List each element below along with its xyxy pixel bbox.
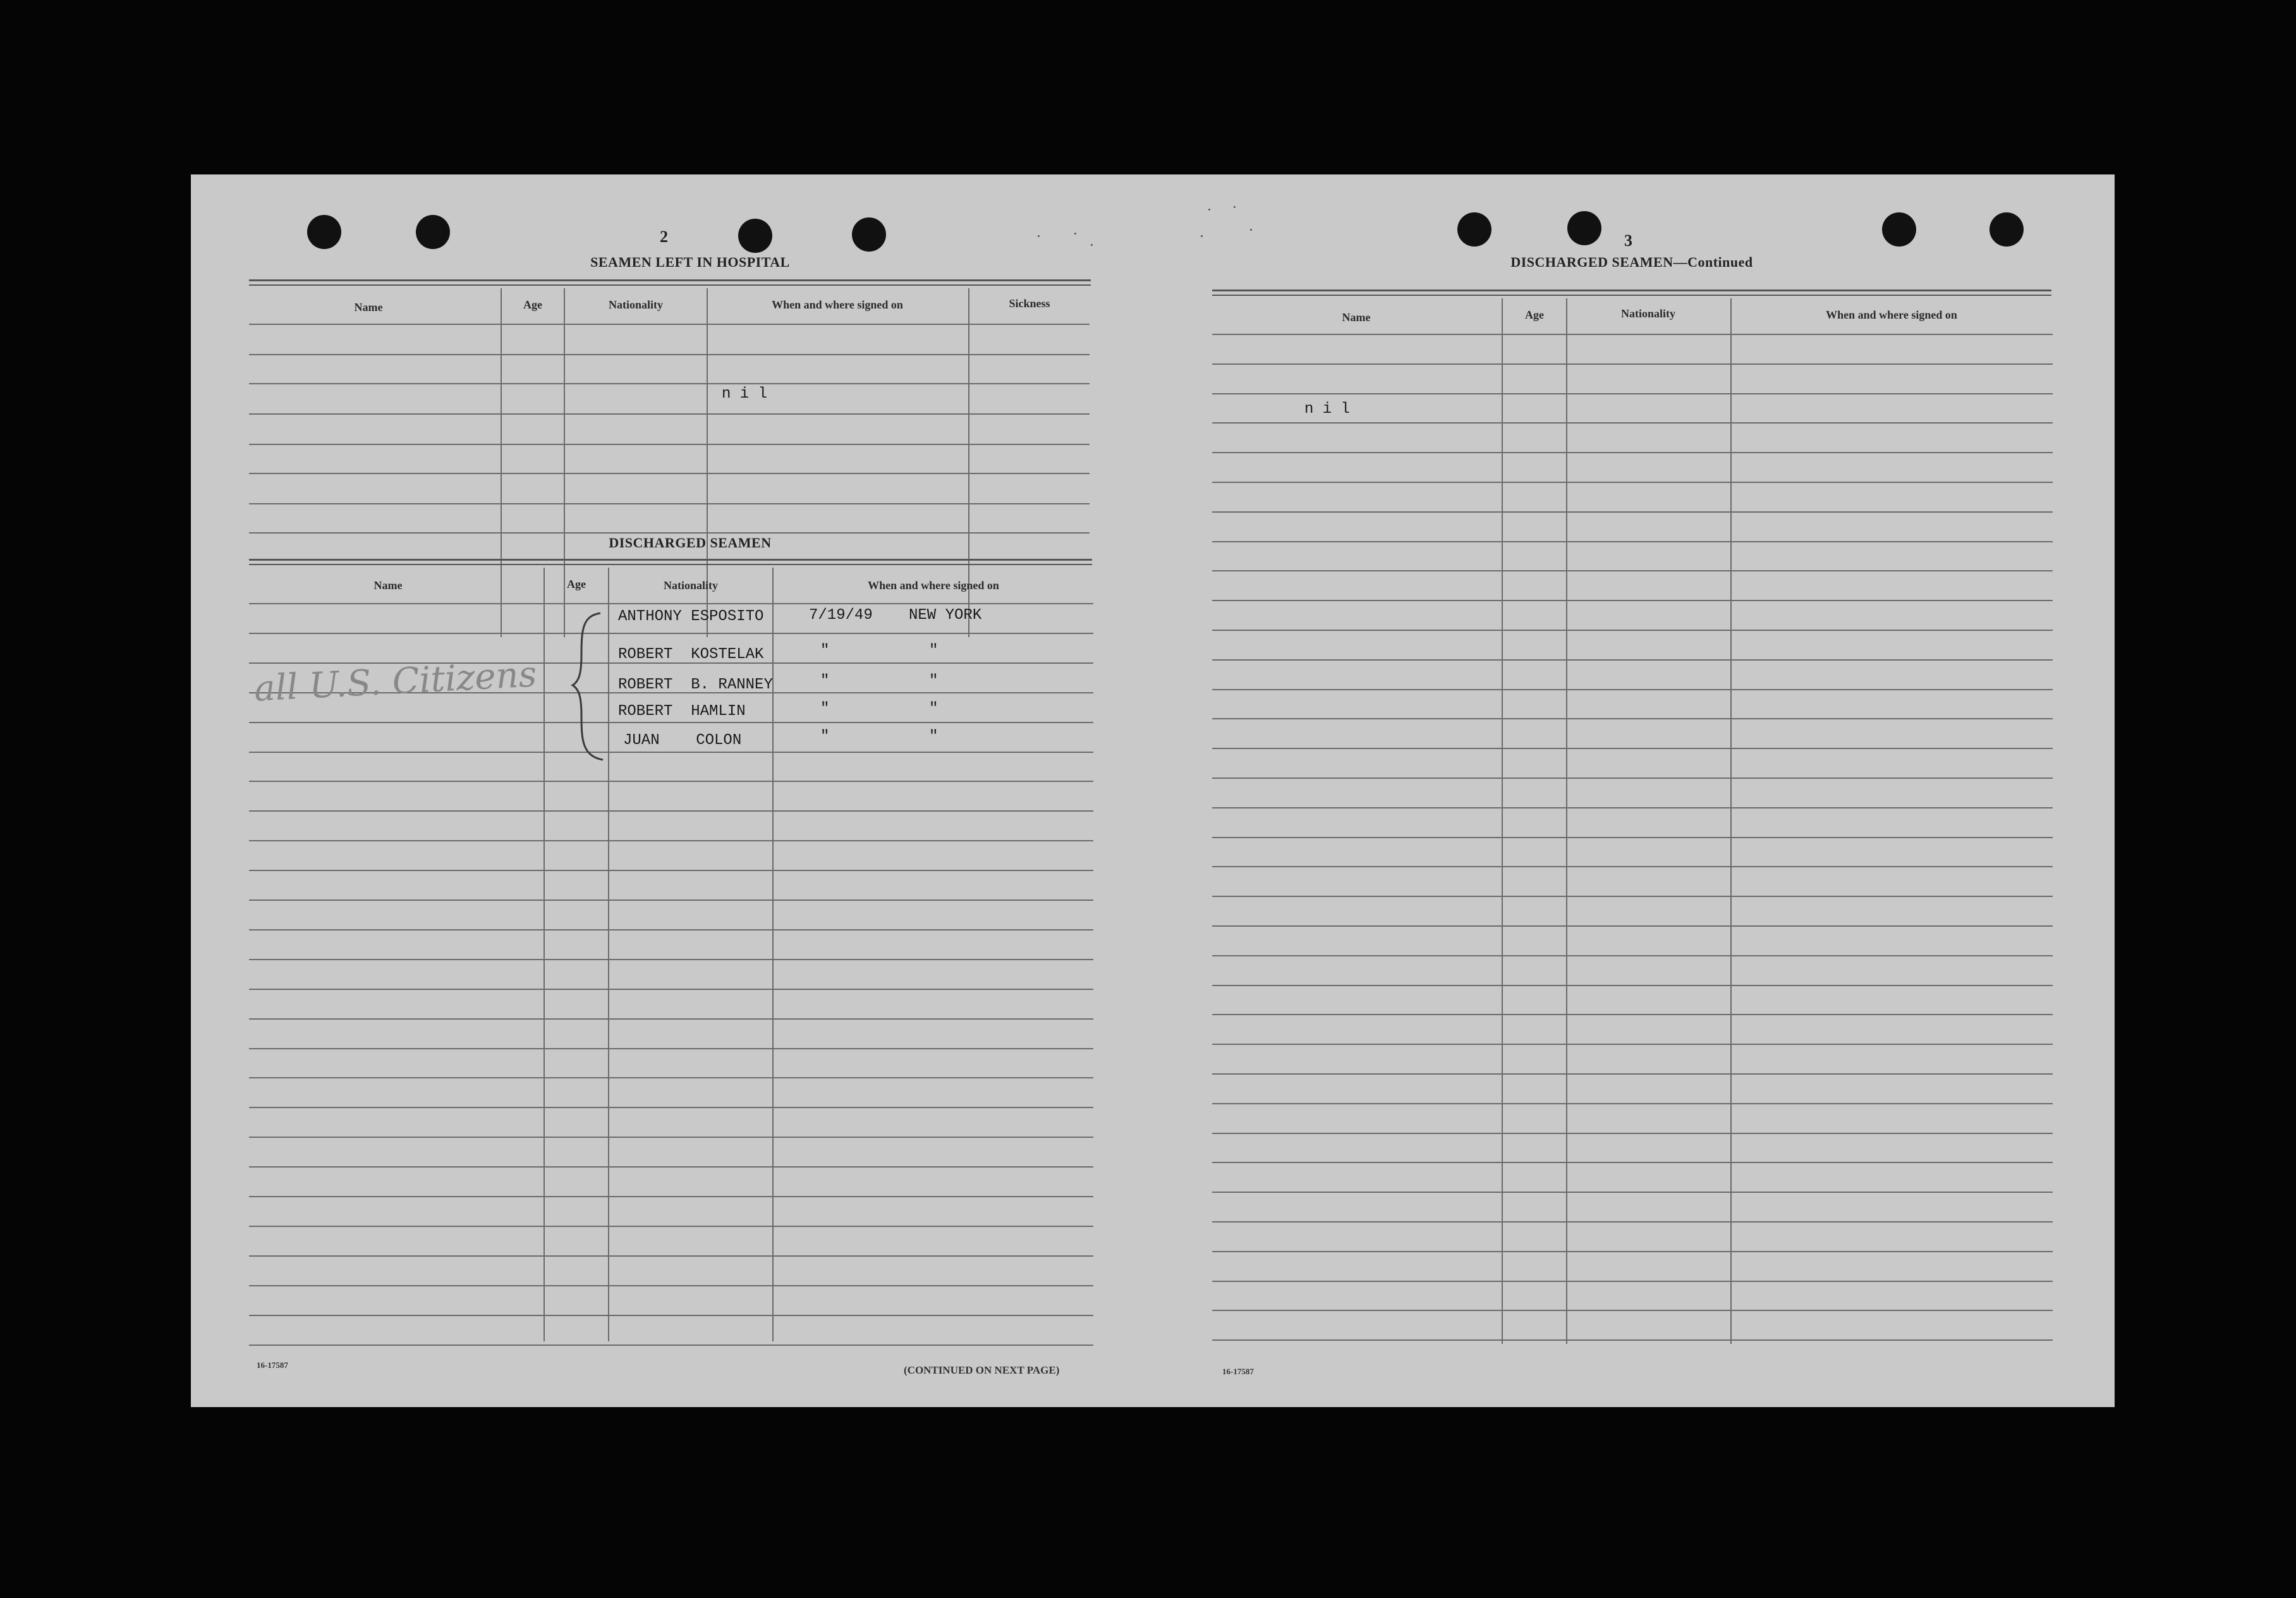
punch-hole [1882,212,1916,247]
discharged-entry: n i l [1304,401,1351,418]
ruled-line [249,1137,1093,1138]
ruled-line [1212,363,2053,365]
col-header-signed-on: When and where signed on [868,579,999,592]
col-header-name: Name [374,579,403,592]
ruled-line [1212,955,2053,956]
col-header-signed-on: When and where signed on [1826,308,1957,321]
ruled-line [1212,1162,2053,1163]
ruled-line [1212,600,2053,601]
ruled-line [1212,511,2053,513]
seaman-name: ROBERT HAMLIN [618,703,746,720]
punch-hole [1567,211,1601,245]
signed-on-date: " [820,728,830,745]
col-header-sickness: Sickness [1009,297,1050,310]
ruled-line [1212,452,2053,453]
punch-hole [416,215,450,249]
seaman-name: ROBERT B. RANNEY [618,676,773,693]
ruled-line [249,1315,1093,1316]
ruled-line [249,752,1093,753]
ruled-line [1212,482,2053,483]
ruled-line [1212,659,2053,661]
signed-on-place: " [929,700,938,717]
ruled-line [1212,718,2053,719]
punch-hole [738,219,772,253]
ruled-line [1212,1103,2053,1104]
col-header-age: Age [523,298,542,311]
ruled-line [1212,1192,2053,1193]
ruled-line [249,1285,1093,1286]
punch-hole [307,215,341,249]
signed-on-place: NEW YORK [909,607,982,624]
ruled-line [1212,689,2053,690]
ruled-line [1212,1133,2053,1134]
ruled-line [249,959,1093,960]
col-header-name: Name [1342,311,1371,324]
rule [249,564,1092,565]
ruled-line [1212,422,2053,424]
rule [249,284,1091,286]
ruled-line [249,1255,1093,1257]
hospital-entry: n i l [722,386,768,403]
ruled-line [1212,541,2053,542]
ruled-line [249,810,1093,812]
page-number: 2 [660,228,668,246]
signed-on-place: " [929,642,938,659]
discharged-section-title: DISCHARGED SEAMEN [609,535,772,551]
signed-on-date: " [820,700,830,717]
punch-hole [1457,212,1491,247]
ruled-line [1212,630,2053,631]
seaman-name: JUAN COLON [623,732,742,749]
signed-on-place: " [929,728,938,745]
signed-on-place: " [929,673,938,690]
col-header-name: Name [354,301,383,314]
rule [249,279,1091,281]
ruled-line [249,603,1093,604]
col-header-age: Age [1525,308,1544,321]
ruled-line [1212,1073,2053,1075]
signed-on-date: 7/19/49 [809,607,873,624]
ruled-line [1212,1251,2053,1252]
rule [249,559,1092,561]
ruled-line [1212,393,2053,394]
punch-hole [1989,212,2024,247]
rule [1212,295,2051,296]
ruled-line [1212,1310,2053,1311]
ruled-line [249,989,1093,990]
ruled-line [249,781,1093,782]
signed-on-date: " [820,673,830,690]
ruled-line [1212,778,2053,779]
ruled-line [249,1077,1093,1078]
ruled-line [1212,837,2053,838]
hospital-section-title: SEAMEN LEFT IN HOSPITAL [590,254,790,270]
ruled-line [249,1196,1093,1197]
ruled-line [249,1048,1093,1049]
ruled-line [1212,1044,2053,1045]
rule [1212,290,2051,291]
page-number: 3 [1624,231,1632,250]
ruled-line [1212,925,2053,927]
ruled-line [1212,1339,2053,1341]
ruled-line [249,900,1093,901]
form-number: 16-17587 [1222,1367,1254,1376]
form-sheet [191,174,2115,1407]
col-header-signed-on: When and where signed on [772,298,903,311]
seaman-name: ROBERT KOSTELAK [618,646,764,663]
ruled-line [249,1018,1093,1020]
curly-brace [570,611,608,762]
ruled-line [249,929,1093,930]
ruled-line [249,840,1093,841]
ruled-line [1212,807,2053,808]
col-header-nationality: Nationality [1620,307,1675,320]
col-header-age: Age [567,578,586,590]
form-number: 16-17587 [257,1360,288,1370]
ruled-line [249,1345,1093,1346]
ruled-line [249,722,1093,723]
ruled-line [1212,866,2053,867]
col-header-nationality: Nationality [608,298,663,311]
ruled-line [1212,570,2053,571]
handwritten-note: all U.S. Citizens [253,654,538,710]
ruled-line [1212,985,2053,986]
ruled-line [1212,1014,2053,1015]
signed-on-date: " [820,642,830,659]
ruled-line [249,1226,1093,1227]
ruled-line [1212,1281,2053,1282]
ruled-line [1212,748,2053,749]
ruled-line [249,870,1093,871]
ruled-line [249,633,1093,634]
right-section-title: DISCHARGED SEAMEN—Continued [1510,254,1753,270]
continued-note: (CONTINUED ON NEXT PAGE) [904,1364,1060,1376]
seaman-name: ANTHONY ESPOSITO [618,608,764,625]
ruled-line [1212,1221,2053,1223]
ruled-line [1212,896,2053,897]
col-header-nationality: Nationality [663,579,718,592]
ruled-line [1212,334,2053,335]
punch-hole [852,217,886,252]
ruled-line [249,1107,1093,1108]
ruled-line [249,1166,1093,1168]
